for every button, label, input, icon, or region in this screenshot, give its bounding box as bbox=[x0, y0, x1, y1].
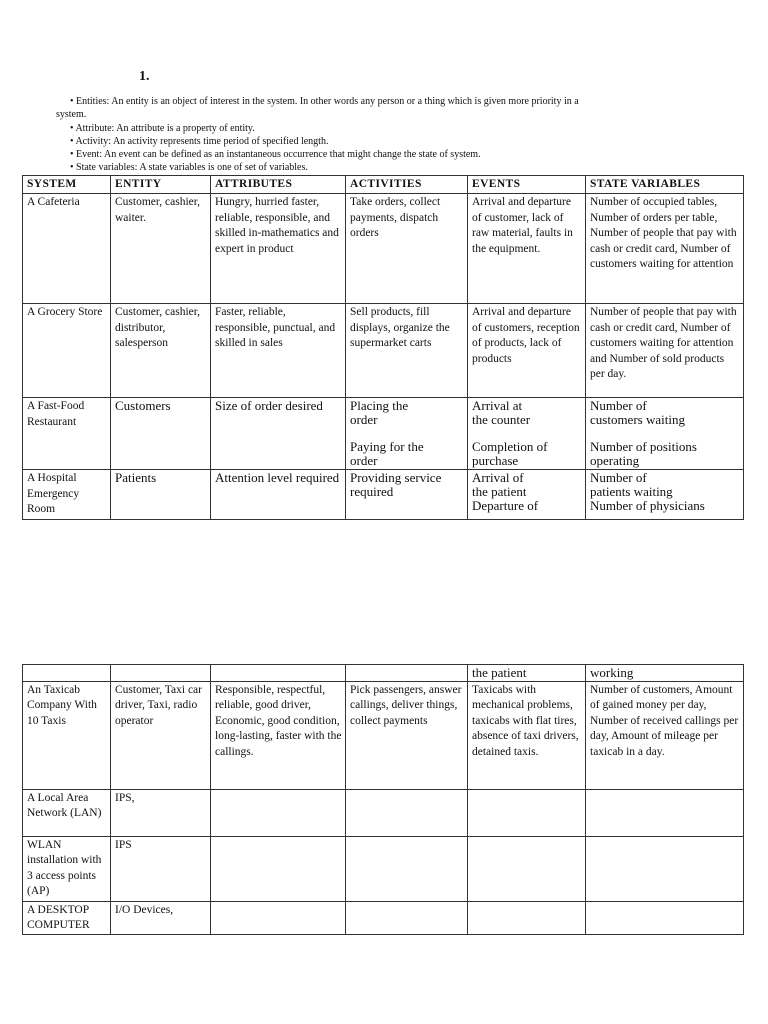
cell-entity: Customer, cashier, waiter. bbox=[111, 194, 211, 304]
cell-activities bbox=[346, 901, 468, 935]
cell-system: A Cafeteria bbox=[23, 194, 111, 304]
cell-events: Arrival and departure of customers, reception of products, lack of products bbox=[468, 304, 586, 398]
definition-attribute: • Attribute: An attribute is a property of entity. bbox=[70, 122, 255, 134]
cell-events: the patient bbox=[468, 665, 586, 682]
definition-entities-cont: system. bbox=[56, 109, 87, 121]
cell-line: order bbox=[350, 453, 378, 469]
table-row bbox=[23, 837, 744, 902]
cell-system: WLAN installation with 3 access points (AP) bbox=[23, 837, 111, 902]
definitions bbox=[56, 95, 670, 175]
cell-entity bbox=[111, 665, 211, 682]
cell-state-variables bbox=[586, 470, 744, 520]
cell-attributes: Size of order desired bbox=[211, 398, 346, 470]
cell-line: Paying for the bbox=[350, 439, 424, 455]
cell-system: A Local Area Network (LAN) bbox=[23, 790, 111, 837]
cell-events bbox=[468, 470, 586, 520]
cell-system: An Taxicab Company With 10 Taxis bbox=[23, 682, 111, 790]
cell-attributes bbox=[211, 901, 346, 935]
cell-activities bbox=[346, 837, 468, 902]
cell-entity: Customer, cashier, distributor, salesperson bbox=[111, 304, 211, 398]
definition-entities: • Entities: An entity is an object of interest in the system. In other words any person or a thing which is given more priority in a bbox=[70, 96, 579, 107]
cell-line: Number of bbox=[590, 398, 647, 414]
cell-entity: Patients bbox=[111, 470, 211, 520]
cell-line: purchase bbox=[472, 453, 519, 469]
cell-line: Completion of bbox=[472, 439, 548, 455]
cell-state-variables bbox=[586, 837, 744, 902]
header-attributes: ATTRIBUTES bbox=[211, 176, 346, 194]
cell-activities: Providing service required bbox=[346, 470, 468, 520]
cell-system: A Hospital Emergency Room bbox=[23, 470, 111, 520]
cell-attributes: Attention level required bbox=[211, 470, 346, 520]
definition-event: • Event: An event can be defined as an instantaneous occurrence that might change the state of system. bbox=[70, 149, 481, 161]
cell-activities bbox=[346, 665, 468, 682]
cell-state-variables bbox=[586, 901, 744, 935]
cell-line: Arrival of bbox=[472, 470, 524, 486]
cell-entity: I/O Devices, bbox=[111, 901, 211, 935]
cell-events: Taxicabs with mechanical problems, taxicabs with flat tires, absence of taxi drivers, detained taxis. bbox=[468, 682, 586, 790]
cell-events bbox=[468, 901, 586, 935]
cell-events bbox=[468, 398, 586, 470]
table-row bbox=[23, 194, 744, 304]
table-header-row bbox=[23, 176, 744, 194]
cell-attributes bbox=[211, 837, 346, 902]
cell-state-variables: Number of occupied tables, Number of orders per table, Number of people that pay with cash or credit card, Number of customers waiting for attention bbox=[586, 194, 744, 304]
cell-attributes: Responsible, respectful, reliable, good driver, Economic, good condition, long-lasting, faster with the callings. bbox=[211, 682, 346, 790]
table-row bbox=[23, 901, 744, 935]
cell-events bbox=[468, 837, 586, 902]
cell-state-variables bbox=[586, 790, 744, 837]
table-row bbox=[23, 470, 744, 520]
header-activities: ACTIVITIES bbox=[346, 176, 468, 194]
cell-line: customers waiting bbox=[590, 412, 685, 428]
table-row bbox=[23, 304, 744, 398]
systems-table bbox=[22, 175, 744, 520]
cell-state-variables: Number of customers, Amount of gained money per day, Number of received callings per day, Amount of mileage per taxicab in a day. bbox=[586, 682, 744, 790]
definition-activity: • Activity: An activity represents time period of specified length. bbox=[70, 135, 329, 147]
cell-activities bbox=[346, 398, 468, 470]
cell-line: order bbox=[350, 412, 378, 428]
continuation-row bbox=[23, 665, 744, 682]
cell-activities: Take orders, collect payments, dispatch orders bbox=[346, 194, 468, 304]
cell-entity: IPS, bbox=[111, 790, 211, 837]
cell-system: A Grocery Store bbox=[23, 304, 111, 398]
cell-line: Arrival at bbox=[472, 398, 523, 414]
cell-attributes bbox=[211, 665, 346, 682]
table-row bbox=[23, 682, 744, 790]
cell-activities: Sell products, fill displays, organize the supermarket carts bbox=[346, 304, 468, 398]
definition-state-variables: • State variables: A state variables is one of set of variables. bbox=[70, 162, 308, 174]
cell-activities bbox=[346, 790, 468, 837]
cell-entity: IPS bbox=[111, 837, 211, 902]
cell-attributes: Faster, reliable, responsible, punctual, and skilled in sales bbox=[211, 304, 346, 398]
cell-state-variables: Number of people that pay with cash or credit card, Number of customers waiting for attention and Number of sold products per day. bbox=[586, 304, 744, 398]
cell-events: Arrival and departure of customer, lack of raw material, faults in the equipment. bbox=[468, 194, 586, 304]
cell-line: Number of bbox=[590, 470, 647, 486]
table-row bbox=[23, 398, 744, 470]
cell-entity: Customer, Taxi car driver, Taxi, radio operator bbox=[111, 682, 211, 790]
header-state-variables: STATE VARIABLES bbox=[586, 176, 744, 194]
cell-system bbox=[23, 665, 111, 682]
cell-attributes bbox=[211, 790, 346, 837]
cell-activities: Pick passengers, answer callings, deliver things, collect payments bbox=[346, 682, 468, 790]
section-number: 1. bbox=[139, 69, 150, 84]
table-row bbox=[23, 790, 744, 837]
cell-state-variables: working bbox=[586, 665, 744, 682]
header-system: SYSTEM bbox=[23, 176, 111, 194]
cell-line: operating bbox=[590, 453, 640, 469]
cell-line: Placing the bbox=[350, 398, 409, 414]
cell-state-variables bbox=[586, 398, 744, 470]
header-events: EVENTS bbox=[468, 176, 586, 194]
cell-line: the patient bbox=[472, 484, 527, 500]
cell-system: A Fast-Food Restaurant bbox=[23, 398, 111, 470]
cell-line: Number of physicians bbox=[590, 498, 705, 514]
cell-line: patients waiting bbox=[590, 484, 673, 500]
cell-line: Number of positions bbox=[590, 439, 697, 455]
cell-line: Departure of bbox=[472, 498, 539, 514]
header-entity: ENTITY bbox=[111, 176, 211, 194]
cell-system: A DESKTOP COMPUTER bbox=[23, 901, 111, 935]
cell-events bbox=[468, 790, 586, 837]
cell-attributes: Hungry, hurried faster, reliable, responsible, and skilled in-mathematics and expert in product bbox=[211, 194, 346, 304]
cell-line: the counter bbox=[472, 412, 531, 428]
cell-entity: Customers bbox=[111, 398, 211, 470]
systems-table-continued bbox=[22, 664, 744, 935]
